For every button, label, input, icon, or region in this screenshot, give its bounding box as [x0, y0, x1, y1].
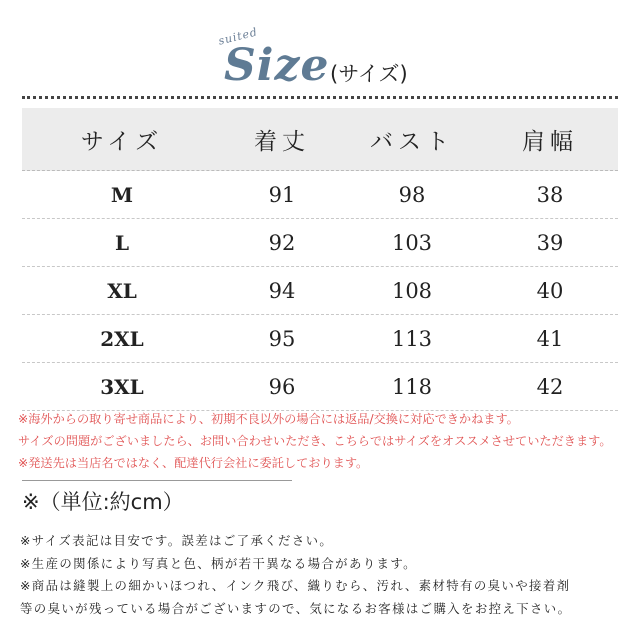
shoulder-cell: 40: [536, 278, 564, 303]
notice-shipping: ※発送先は当店名ではなく、配達代行会社に委託しております。: [18, 456, 369, 470]
red-notice-block: [18, 408, 628, 474]
disclaimer-line: ※生産の関係により写真と色、柄が若干異なる場合があります。: [20, 555, 417, 571]
size-table: [22, 108, 618, 411]
disclaimer-line: ※商品は縫製上の細かいほつれ、インク飛び、織りむら、汚れ、素材特有の臭いや接着剤: [20, 578, 571, 593]
size-cell: 3XL: [100, 374, 144, 399]
bust-cell: 98: [398, 182, 426, 207]
bust-cell: 113: [391, 326, 433, 351]
disclaimer-line: 等の臭いが残っている場合がございますので、気になるお客様はご購入をお控え下さい。: [20, 600, 572, 616]
dotted-divider: [22, 96, 618, 99]
table-header-row: [22, 108, 618, 171]
table-row: [22, 315, 618, 363]
header-bust: バスト: [370, 128, 454, 155]
header-size: サイズ: [80, 128, 164, 155]
table-row: [22, 363, 618, 411]
shoulder-cell: 38: [536, 182, 564, 207]
table-row: [22, 267, 618, 315]
disclaimer-block: [20, 530, 630, 620]
unit-divider: [22, 480, 292, 481]
table-row: [22, 219, 618, 267]
length-cell: 95: [268, 326, 296, 351]
disclaimer-line: ※サイズ表記は目安です。誤差はご了承ください。: [20, 533, 334, 548]
header-shoulder: 肩幅: [522, 128, 578, 155]
size-cell: L: [114, 230, 130, 255]
notice-size-inquiry: サイズの問題がございましたら、お問い合わせいただき、こちらではサイズをオススメさせていただきます。: [18, 434, 612, 448]
size-cell: XL: [107, 278, 137, 303]
length-cell: 92: [268, 230, 296, 255]
shoulder-cell: 42: [536, 374, 564, 399]
unit-label: ※（単位:約cm）: [22, 490, 184, 514]
shoulder-cell: 41: [536, 326, 564, 351]
length-cell: 96: [268, 374, 296, 399]
title-size-word: Size: [224, 40, 330, 91]
bust-cell: 108: [391, 278, 433, 303]
table-row: [22, 171, 618, 219]
bust-cell: 118: [391, 374, 433, 399]
title-block: [0, 18, 640, 91]
shoulder-cell: 39: [536, 230, 564, 255]
title-subtitle: (サイズ): [330, 62, 408, 86]
length-cell: 94: [268, 278, 296, 303]
size-cell: 2XL: [100, 326, 144, 351]
bust-cell: 103: [391, 230, 433, 255]
header-length: 着丈: [254, 128, 310, 155]
size-cell: M: [110, 182, 134, 207]
title-suited-script: suited: [217, 25, 260, 48]
length-cell: 91: [268, 182, 296, 207]
notice-return-policy: ※海外からの取り寄せ商品により、初期不良以外の場合には返品/交換に対応できかねます。: [18, 412, 519, 426]
